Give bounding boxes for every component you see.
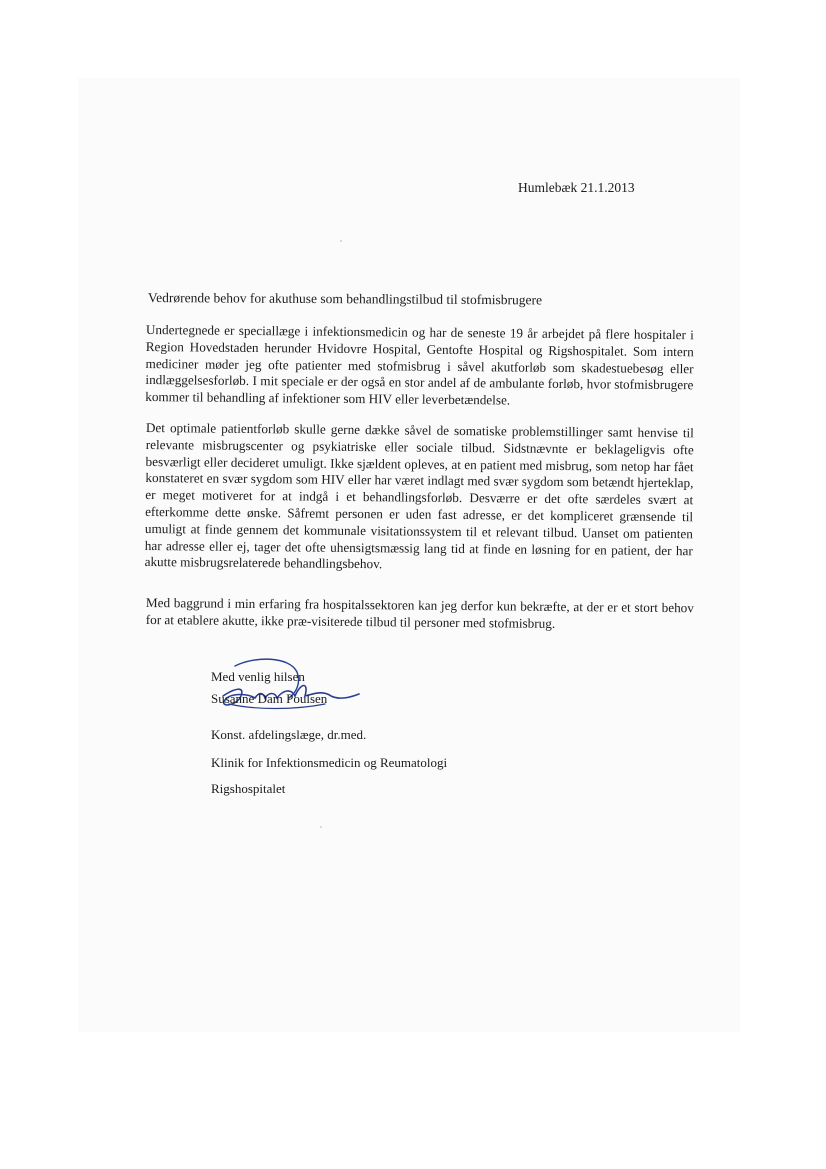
paragraph-1: Undertegnede er speciallæge i infektionsmedicin og har de seneste 19 år arbejdet på flere hospitaler i Region Hovedstaden herunder Hvidovre Hospital, Gentofte Hospital og Rigshospitalet. Som intern mediciner møder jeg ofte patienter med stofmisbrug i såvel akutforløb som skadestuebesøg eller indlæggelsesforløb. I mit speciale er der også en stor andel af de ambulante forløb, hvor stofmisbrugere kommer til behandling af infektioner som HIV eller leverbetændelse. [145,322,694,408]
signer-name: Susanne Dam Poulsen [211,691,328,706]
department: Klinik for Infektionsmedicin og Reumatologi [211,755,448,770]
dateline: Humlebæk 21.1.2013 [518,180,635,195]
hospital: Rigshospitalet [211,781,286,796]
paragraph-2: Det optimale patientforløb skulle gerne dække såvel de somatiske problemstillinger samt henvise til relevante misbrugscenter og psykiatriske eller sociale tilbud. Sidstnævnte er beklageligvis ofte besværligt eller decideret umuligt. Ikke sjældent opleves, at en patient med misbrug, som netop har fået konstateret en svær sygdom som HIV eller har været indlagt med svær sygdom som betændt hjerteklap, er meget motiveret for at indgå i et behandlingsforløb. Desværre er det ofte særdeles svært at efterkomme dette ønske. Såfremt personen er uden fast adresse, er det kompliceret grænsende til umuligt at finde gennem det kommunale visitationssystem til et relevant tilbud. Uanset om patienten har adresse eller ej, tager det ofte uhensigtsmæssig lang tid at finde en løsning for en patient, der har akutte misbrugsrelaterede behandlingsbehov. [144,420,694,572]
handwritten-signature [205,652,365,722]
scan-speck [320,826,322,828]
subject-line: Vedrørende behov for akuthuse som behandlingstilbud til stofmisbrugere [147,290,543,308]
paragraph-3: Med baggrund i min erfaring fra hospitalssektoren kan jeg derfor kun bekræfte, at der er et stort behov for at etablere akutte, ikke præ-visiterede tilbud til personer med stofmisbrug. [145,595,694,631]
closing: Med venlig hilsen [211,669,305,684]
signer-title: Konst. afdelingslæge, dr.med. [211,727,367,742]
scan-speck [340,240,342,242]
